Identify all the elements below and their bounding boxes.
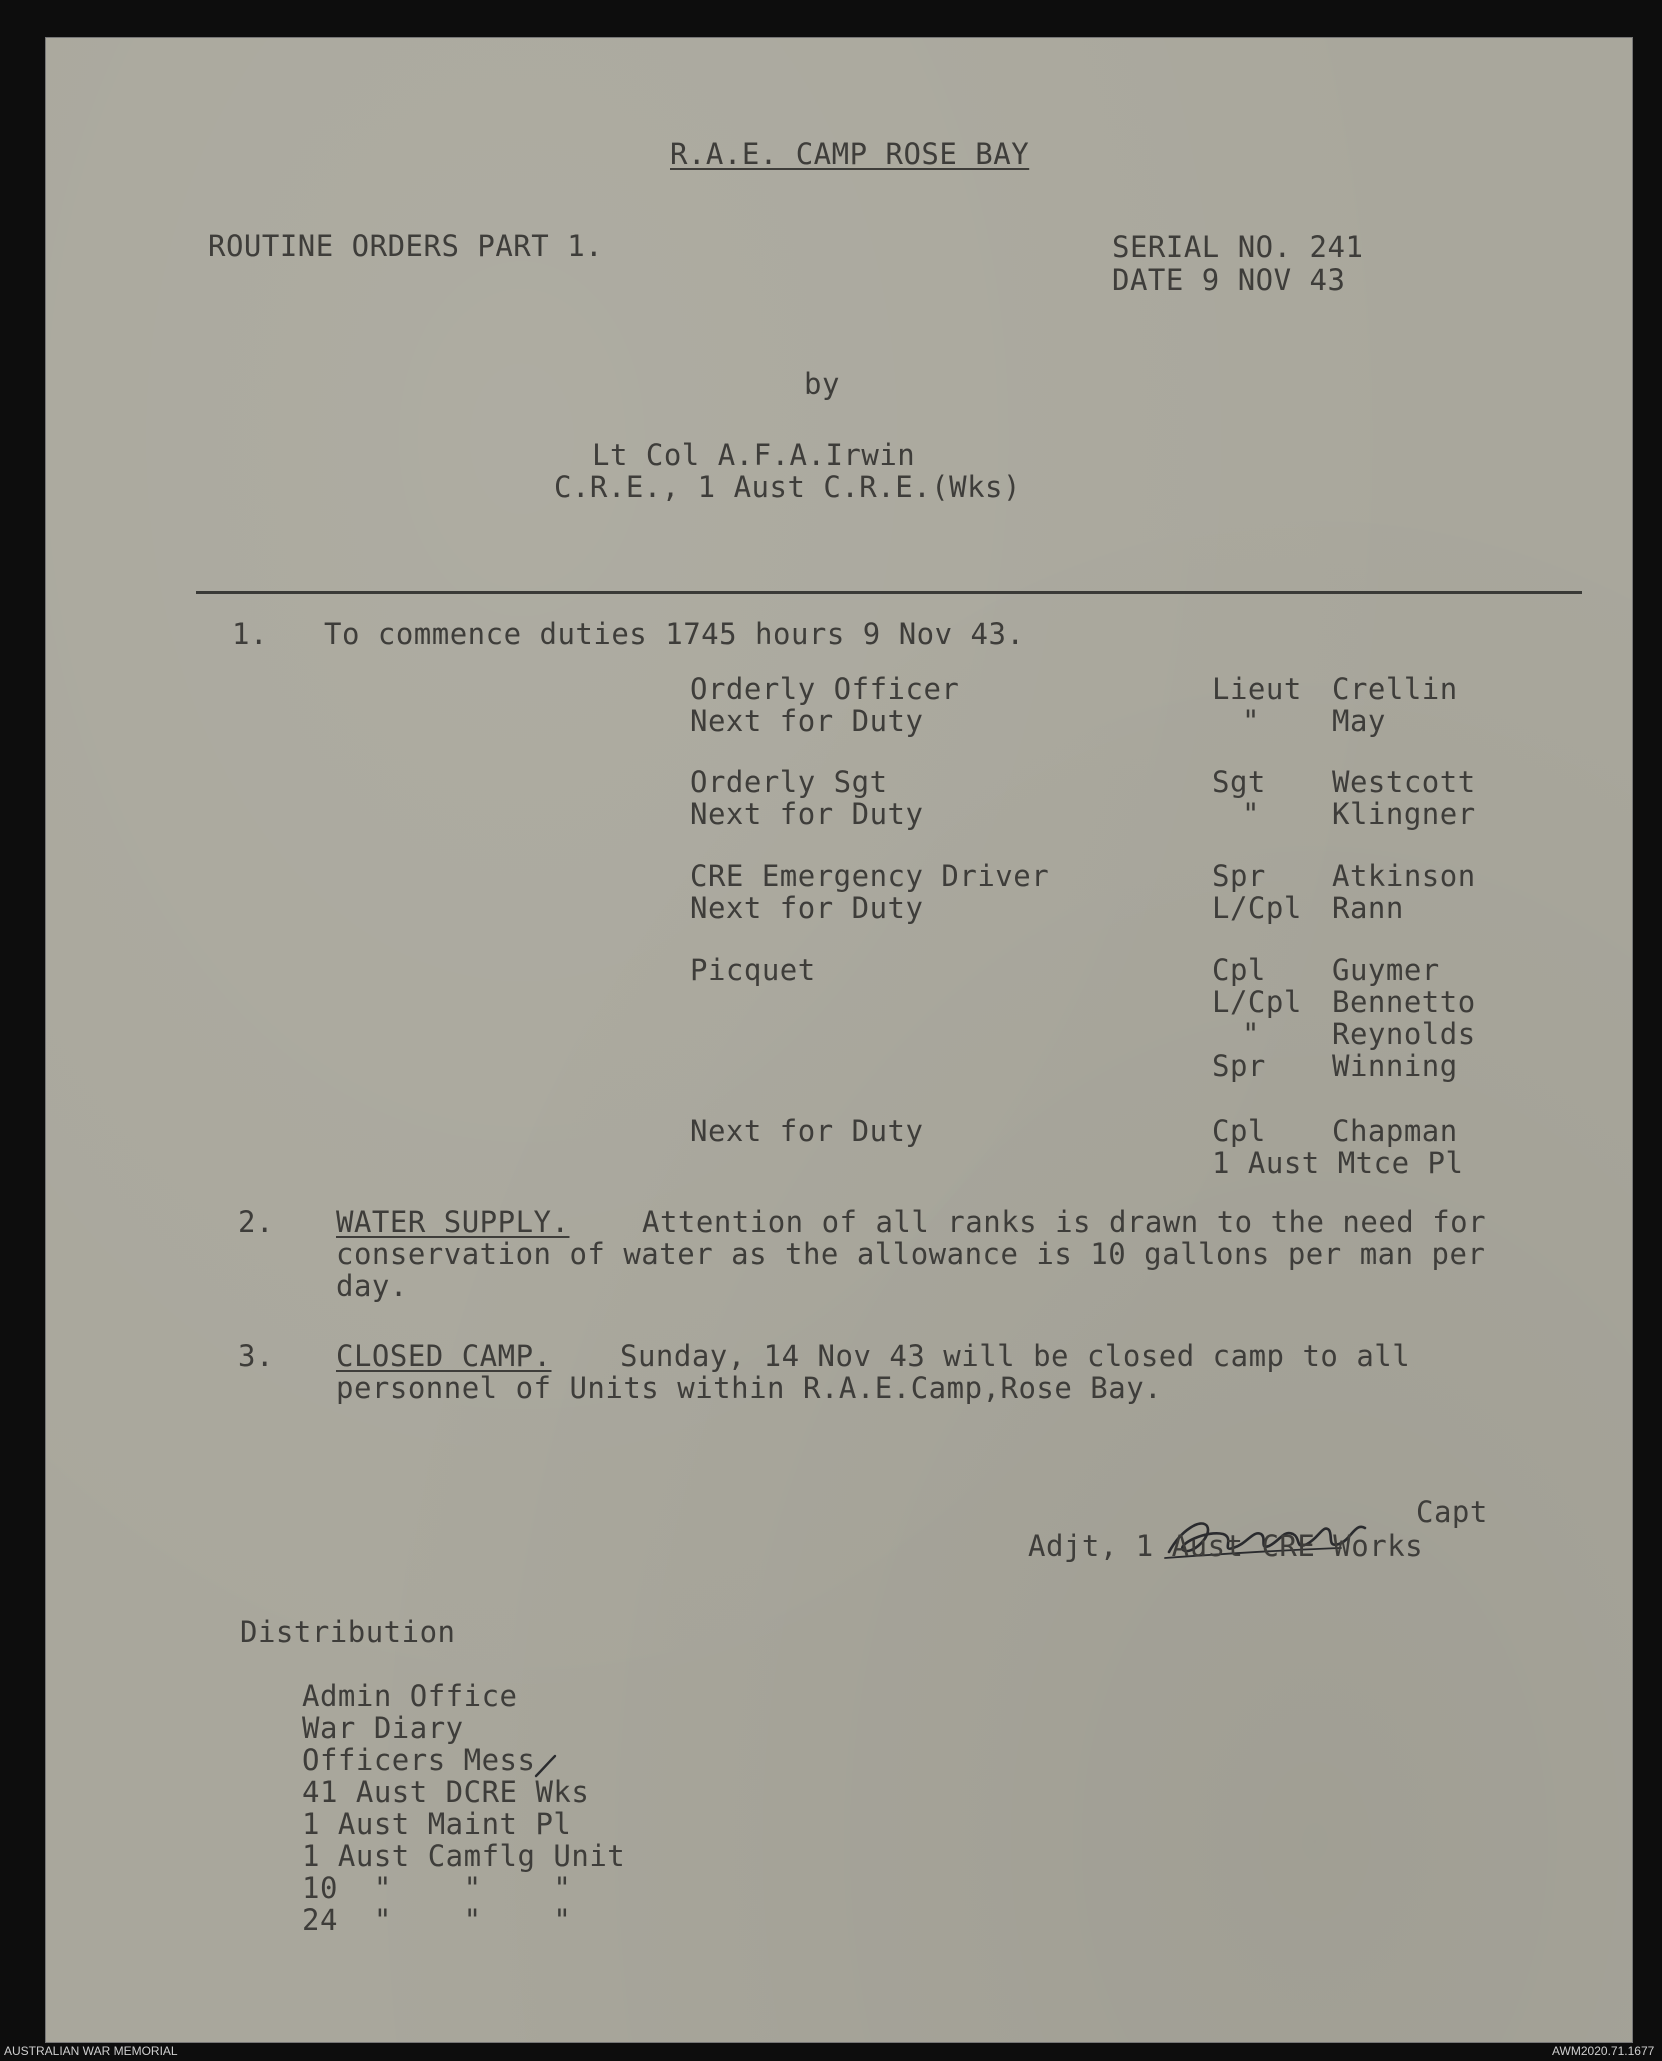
duty-name: Westcott bbox=[1332, 765, 1476, 799]
duty-rank: Cpl bbox=[1212, 1114, 1266, 1148]
distribution-item: 1 Aust Maint Pl bbox=[302, 1807, 572, 1841]
distribution-item: War Diary bbox=[302, 1711, 464, 1745]
distribution-item: 41 Aust DCRE Wks bbox=[302, 1775, 590, 1809]
by-label: by bbox=[804, 367, 840, 401]
item1-number: 1. bbox=[232, 617, 268, 651]
order-date: DATE 9 NOV 43 bbox=[1112, 263, 1346, 297]
duty-name: Atkinson bbox=[1332, 859, 1476, 893]
item2-number: 2. bbox=[238, 1205, 274, 1239]
duty-name: Crellin bbox=[1332, 672, 1458, 706]
signatory-rank: Capt bbox=[1416, 1495, 1488, 1529]
distribution-item: Officers Mess bbox=[302, 1743, 536, 1777]
header-divider bbox=[196, 591, 1582, 594]
duty-name: May bbox=[1332, 704, 1386, 738]
duty-rank: Spr bbox=[1212, 1049, 1266, 1083]
distribution-item: 10 " " " bbox=[302, 1871, 572, 1905]
duty-rank: " bbox=[1242, 704, 1260, 738]
duty-role: Orderly Officer bbox=[690, 672, 960, 706]
duty-rank: Lieut bbox=[1212, 672, 1302, 706]
duty-unit-note: 1 Aust Mtce Pl bbox=[1212, 1146, 1464, 1180]
duty-rank: " bbox=[1242, 1017, 1260, 1051]
duty-name: Bennetto bbox=[1332, 985, 1476, 1019]
part-label: ROUTINE ORDERS PART 1. bbox=[208, 229, 604, 263]
duty-name: Rann bbox=[1332, 891, 1404, 925]
duty-role: Next for Duty bbox=[690, 797, 924, 831]
officer-title: C.R.E., 1 Aust C.R.E.(Wks) bbox=[554, 470, 1021, 504]
serial-number: SERIAL NO. 241 bbox=[1112, 230, 1364, 264]
item3-number: 3. bbox=[238, 1339, 274, 1373]
distribution-item: 24 " " " bbox=[302, 1903, 572, 1937]
duty-rank: " bbox=[1242, 797, 1260, 831]
item2-heading: WATER SUPPLY. bbox=[336, 1205, 570, 1239]
duty-name: Chapman bbox=[1332, 1114, 1458, 1148]
duty-role: Next for Duty bbox=[690, 1114, 924, 1148]
duty-rank: L/Cpl bbox=[1212, 985, 1302, 1019]
item2-line: conservation of water as the allowance is 10 gallons per man per bbox=[336, 1237, 1486, 1271]
distribution-item: Admin Office bbox=[302, 1679, 518, 1713]
duty-rank: L/Cpl bbox=[1212, 891, 1302, 925]
document-page bbox=[46, 38, 1632, 2042]
duty-role: Next for Duty bbox=[690, 891, 924, 925]
duty-role: CRE Emergency Driver bbox=[690, 859, 1050, 893]
archive-credit: AUSTRALIAN WAR MEMORIAL bbox=[4, 2044, 178, 2058]
item3-heading: CLOSED CAMP. bbox=[336, 1339, 552, 1373]
signatory-appointment: Adjt, 1 Aust CRE Works bbox=[1028, 1529, 1424, 1563]
officer-name: Lt Col A.F.A.Irwin bbox=[592, 438, 916, 472]
duty-name: Reynolds bbox=[1332, 1017, 1476, 1051]
item3-line: personnel of Units within R.A.E.Camp,Rose Bay. bbox=[336, 1371, 1163, 1405]
duty-name: Klingner bbox=[1332, 797, 1476, 831]
item2-line: day. bbox=[336, 1269, 408, 1303]
duty-rank: Sgt bbox=[1212, 765, 1266, 799]
duty-rank: Cpl bbox=[1212, 953, 1266, 987]
duty-name: Winning bbox=[1332, 1049, 1458, 1083]
duty-name: Guymer bbox=[1332, 953, 1440, 987]
item2-line: Attention of all ranks is drawn to the need for bbox=[642, 1205, 1487, 1239]
duty-role: Next for Duty bbox=[690, 704, 924, 738]
duty-rank: Spr bbox=[1212, 859, 1266, 893]
archive-reference: AWM2020.71.1677 bbox=[1552, 2044, 1655, 2058]
item3-line: Sunday, 14 Nov 43 will be closed camp to all bbox=[620, 1339, 1411, 1373]
duty-role: Orderly Sgt bbox=[690, 765, 888, 799]
item1-text: To commence duties 1745 hours 9 Nov 43. bbox=[324, 617, 1025, 651]
distribution-item: 1 Aust Camflg Unit bbox=[302, 1839, 626, 1873]
distribution-heading: Distribution bbox=[240, 1615, 456, 1649]
document-title: R.A.E. CAMP ROSE BAY bbox=[670, 137, 1030, 171]
duty-role: Picquet bbox=[690, 953, 816, 987]
